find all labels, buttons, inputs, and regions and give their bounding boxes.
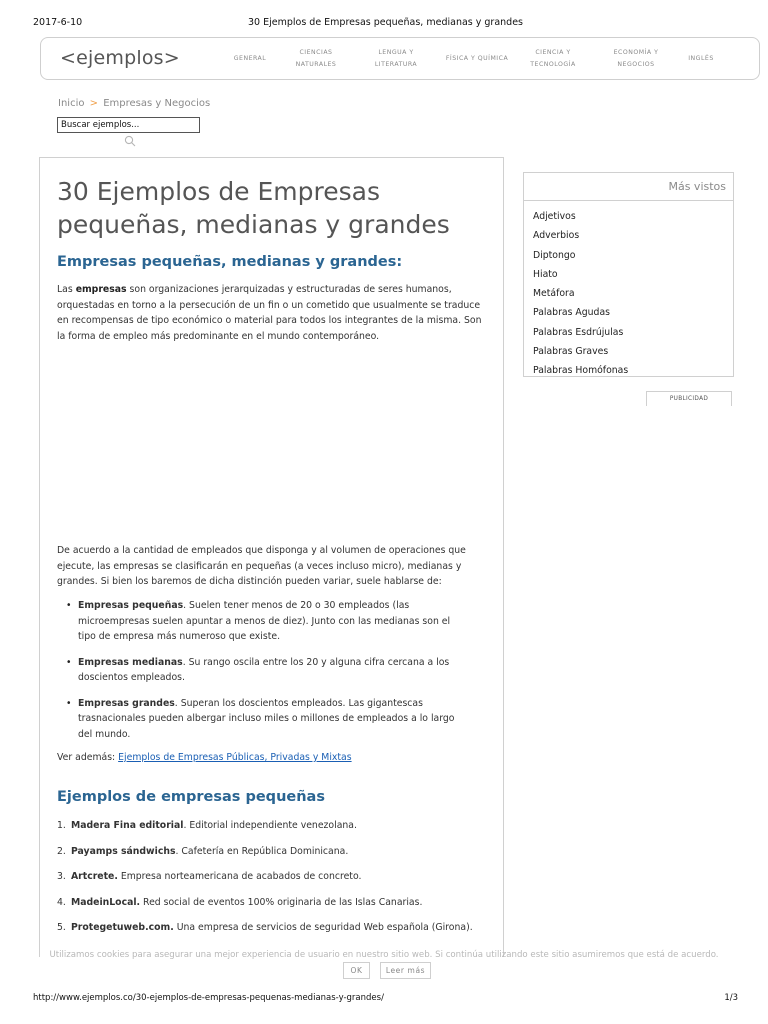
see-also-link[interactable]: Ejemplos de Empresas Públicas, Privadas y Mixtas [118, 752, 352, 763]
sidebar-item-palabras-graves[interactable]: Palabras Graves [533, 346, 609, 358]
cookie-notice: Utilizamos cookies para asegurar una mejor experiencia de usuario en nuestro sitio web. Si continúa utilizando este sitio asumiremos que está de acuerdo. [49, 950, 719, 960]
sidebar-item-metafora[interactable]: Metáfora [533, 288, 575, 300]
sidebar-item-palabras-esdrujulas[interactable]: Palabras Esdrújulas [533, 326, 624, 338]
sidebar-item-palabras-homofonas[interactable]: Palabras Homófonas [533, 365, 629, 377]
site-logo[interactable]: <ejemplos> [60, 47, 180, 69]
page-number: 1/3 [724, 993, 738, 1003]
sidebar-item-diptongo[interactable]: Diptongo [533, 249, 576, 261]
print-header [33, 14, 738, 28]
sidebar-item-hiato[interactable]: Hiato [533, 268, 558, 280]
section-heading-types: Empresas pequeñas, medianas y grandes: [57, 254, 403, 270]
sidebar-item-palabras-agudas[interactable]: Palabras Agudas [533, 307, 610, 319]
list-item: • Empresas grandes. Superan los doscientos empleados. Las gigantescas trasnacionales pueden albergar incluso miles o millones de empleados a lo largo del mundo. [65, 696, 465, 743]
list-item: 4. MadeinLocal. Red social de eventos 100% originaria de las Islas Canarias. [57, 896, 423, 908]
nav-lengua-literatura[interactable]: LENGUA Y LITERATURA [374, 48, 418, 68]
breadcrumb [58, 98, 210, 109]
print-title: 30 Ejemplos de Empresas pequeñas, medianas y grandes [247, 17, 523, 28]
article-title: 30 Ejemplos de Empresas pequeñas, medianas y grandes [57, 177, 450, 239]
article [39, 157, 504, 957]
list-item: 3. Artcrete. Empresa norteamericana de acabados de concreto. [57, 871, 362, 882]
search-icon[interactable] [124, 135, 136, 147]
breadcrumb-separator: > [89, 98, 99, 109]
intro-paragraph: Las empresas son organizaciones jerarquizadas y estructuradas de seres humanos, orquestadas en torno a la persecución de un fin o un cometido que usualmente se traduce en recompensas de tipo económico o material para todos los integrantes de la misma. Son la forma de empleo más predominante en el mundo contemporáneo. [57, 284, 482, 342]
advertising-label: PUBLICIDAD [646, 391, 732, 406]
nav-ciencias-naturales[interactable]: CIENCIAS NATURALES [295, 48, 337, 68]
most-viewed-list [524, 201, 733, 381]
breadcrumb-section[interactable]: Empresas y Negocios [103, 98, 211, 109]
list-item: • Empresas medianas. Su rango oscila entre los 20 y alguna cifra cercana a los doscientos empleados. [65, 655, 465, 686]
section-heading-small-examples: Ejemplos de empresas pequeñas [57, 789, 325, 805]
sidebar-heading: Más vistos [524, 173, 733, 201]
list-item: • Empresas pequeñas. Suelen tener menos de 20 o 30 empleados (las microempresas suelen apuntar a menos de diez). Junto con las medianas son el tipo de empresa más numeroso que existe. [65, 598, 465, 645]
list-item: 5. Protegetuweb.com. Una empresa de servicios de seguridad Web española (Girona). [57, 922, 473, 933]
site-navbar [40, 37, 760, 80]
list-item: 1. Madera Fina editorial. Editorial independiente venezolana. [57, 820, 357, 831]
nav-economia-negocios[interactable]: ECONOMÍA Y NEGOCIOS [613, 48, 659, 68]
sidebar-item-adverbios[interactable]: Adverbios [533, 230, 580, 242]
size-bullet-list [65, 598, 465, 752]
print-date: 2017-6-10 [33, 17, 83, 28]
sidebar-item-adjetivos[interactable]: Adjetivos [533, 211, 576, 222]
nav-ingles[interactable]: INGLÉS [688, 54, 714, 62]
classification-paragraph: De acuerdo a la cantidad de empleados que disponga y al volumen de operaciones que ejecute, las empresas se clasificarán en pequeñas (a veces incluso micro), medianas y grandes. Si bien los baremos de dicha distinción pueden variar, suele hablarse de: [57, 545, 466, 587]
small-examples-list [57, 818, 487, 946]
search-input[interactable] [57, 117, 200, 133]
most-viewed-sidebar [523, 172, 734, 377]
print-footer [33, 993, 738, 1007]
cookie-ok-button[interactable]: OK [343, 962, 370, 979]
nav-general[interactable]: GENERAL [233, 54, 267, 62]
see-also: Ver además: Ejemplos de Empresas Públicas, Privadas y Mixtas [57, 752, 352, 763]
intro-bold-term: empresas [75, 284, 127, 295]
list-item: 2. Payamps sándwichs. Cafetería en República Dominicana. [57, 845, 349, 857]
nav-fisica-quimica[interactable]: FÍSICA Y QUÍMICA [445, 54, 509, 62]
cookie-read-more-button[interactable]: Leer más [380, 962, 431, 979]
breadcrumb-home[interactable]: Inicio [58, 98, 85, 109]
nav-ciencia-tecnologia[interactable]: CIENCIA Y TECNOLOGÍA [530, 48, 576, 68]
print-url: http://www.ejemplos.co/30-ejemplos-de-empresas-pequenas-medianas-y-grandes/ [33, 993, 384, 1003]
